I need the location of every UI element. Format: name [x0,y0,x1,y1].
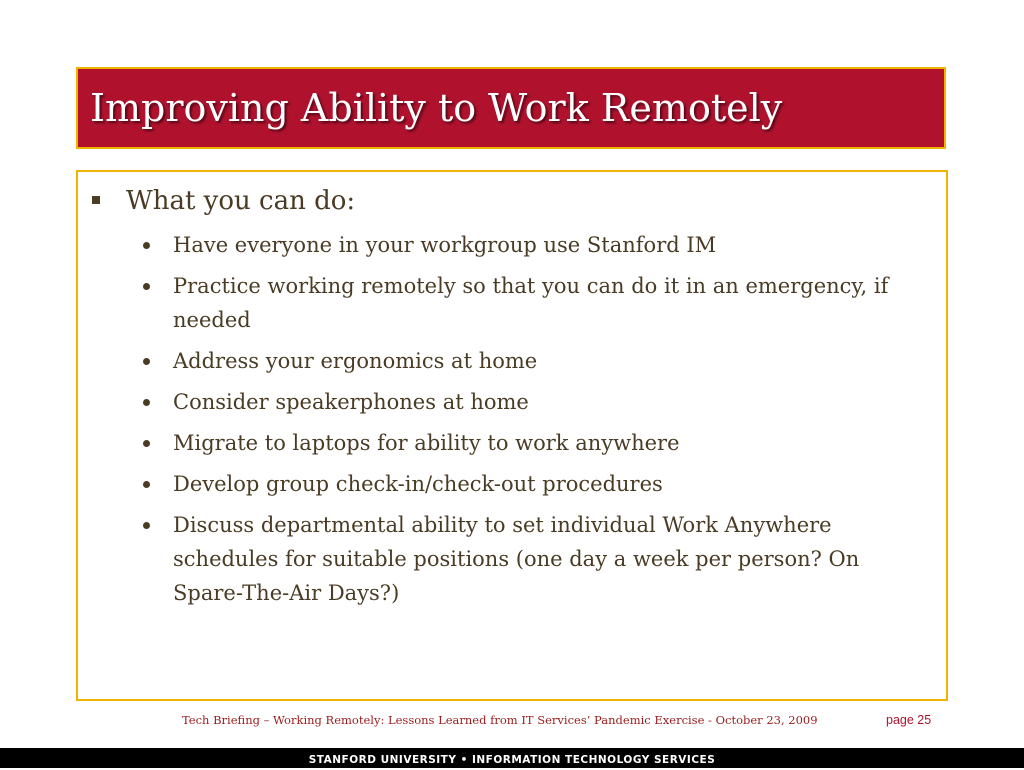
page-number: page 25 [886,713,932,727]
round-bullet-icon [143,399,150,406]
round-bullet-icon [143,440,150,447]
sub-bullet-text: Practice working remotely so that you can do it in an emergency, if needed [173,274,889,332]
round-bullet-icon [143,522,150,529]
slide-title: Improving Ability to Work Remotely [90,86,783,130]
footer-caption: Tech Briefing – Working Remotely: Lessons Learned from IT Services’ Pandemic Exercise - October 23, 2009 [182,713,818,727]
sub-bullet-text: Develop group check-in/check-out procedures [173,472,663,496]
sub-bullet-item [140,228,900,262]
title-bar [76,67,946,149]
bottom-bar [0,748,1024,768]
sub-bullet-item [140,344,900,378]
round-bullet-icon [143,481,150,488]
round-bullet-icon [143,283,150,290]
sub-bullet-list [140,228,900,617]
sub-bullet-text: Consider speakerphones at home [173,390,529,414]
round-bullet-icon [143,358,150,365]
sub-bullet-text: Migrate to laptops for ability to work anywhere [173,431,680,455]
sub-bullet-text: Discuss departmental ability to set individual Work Anywhere schedules for suitable positions (one day a week per person? On Spare-The-Air Days?) [173,513,860,605]
content-box [76,170,948,701]
round-bullet-icon [143,242,150,249]
sub-bullet-item [140,269,900,337]
sub-bullet-text: Have everyone in your workgroup use Stanford IM [173,233,717,257]
sub-bullet-item [140,426,900,460]
sub-bullet-item [140,467,900,501]
sub-bullet-text: Address your ergonomics at home [173,349,538,373]
bottom-bar-text: STANFORD UNIVERSITY • INFORMATION TECHNOLOGY SERVICES [308,754,716,766]
sub-bullet-item [140,508,900,610]
square-bullet-icon [92,196,100,204]
sub-bullet-item [140,385,900,419]
level1-bullet-text: What you can do: [126,186,356,216]
